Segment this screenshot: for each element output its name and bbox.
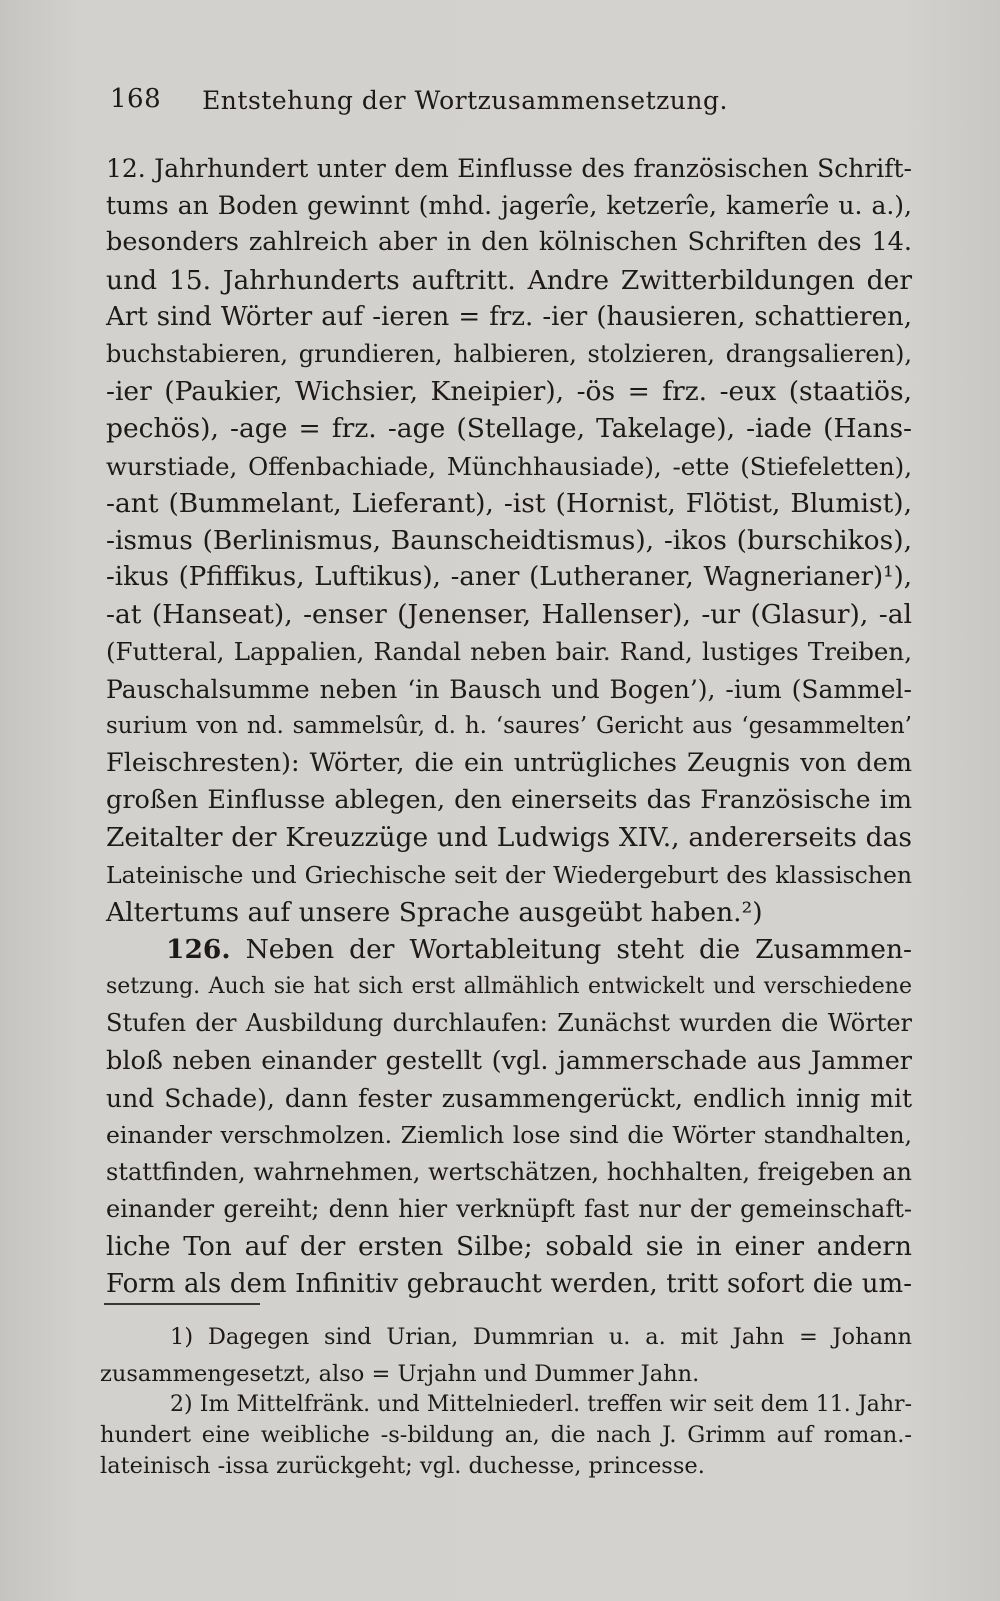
- paragraph-126-first-line: [106, 931, 912, 968]
- text-line: buchstabieren, grundieren, halbieren, stolzieren, drangsalieren),: [106, 339, 912, 368]
- text-line: bloß neben einander gestellt (vgl. jammerschade aus Jammer: [106, 1045, 912, 1076]
- text-line: liche Ton auf der ersten Silbe; sobald sie in einer andern: [106, 1231, 912, 1263]
- text-line: setzung. Auch sie hat sich erst allmählich entwickelt und verschiedene: [106, 974, 912, 1000]
- text-line: und 15. Jahrhunderts auftritt. Andre Zwitterbildungen der: [106, 264, 912, 296]
- text-line: -ikus (Pfiffikus, Luftikus), -aner (Lutheraner, Wagnerianer)¹),: [106, 562, 912, 593]
- page-header: [110, 84, 910, 124]
- text-line: -at (Hanseat), -enser (Jenenser, Hallenser), -ur (Glasur), -al: [106, 599, 912, 631]
- paragraph-number: 126.: [166, 933, 231, 965]
- footnotes: [100, 1322, 912, 1481]
- text-line: Pauschalsumme neben ‘in Bausch und Bogen’), -ium (Sammel-: [106, 674, 912, 704]
- text-line: Altertums auf unsere Sprache ausgeübt haben.²): [106, 896, 763, 928]
- text-line: einander gereiht; denn hier verknüpft fast nur der gemeinschaft-: [106, 1195, 912, 1224]
- text-line: pechös), -age = frz. -age (Stellage, Takelage), -iade (Hans-: [106, 413, 912, 445]
- text-line: 12. Jahrhundert unter dem Einflusse des französischen Schrift-: [106, 154, 912, 183]
- text-line: -ant (Bummelant, Lieferant), -ist (Hornist, Flötist, Blumist),: [106, 487, 912, 519]
- text-line: (Futteral, Lappalien, Randal neben bair. Rand, lustiges Treiben,: [106, 637, 912, 667]
- text-line: einander verschmolzen. Ziemlich lose sind die Wörter standhalten,: [106, 1120, 912, 1149]
- text-line: surium von nd. sammelsûr, d. h. ‘saures’ Gericht aus ‘gesammelten’: [106, 712, 912, 739]
- main-text: [106, 150, 912, 1303]
- footnote-1-line: zusammengesetzt, also = Urjahn und Dummer Jahn.: [100, 1361, 700, 1388]
- footnote-1-line: 1) Dagegen sind Urian, Dummrian u. a. mit Jahn = Johann: [170, 1324, 912, 1350]
- text-line: -ier (Paukier, Wichsier, Kneipier), -ös = frz. -eux (staatiös,: [106, 376, 912, 408]
- footnote-separator: [104, 1303, 260, 1305]
- text-segment: Neben der Wortableitung steht die Zusammen-: [245, 933, 912, 965]
- footnote-2-line: lateinisch -issa zurückgeht; vgl. duchesse, princesse.: [100, 1452, 705, 1479]
- text-line: Form als dem Infinitiv gebraucht werden, tritt sofort die um-: [106, 1268, 912, 1299]
- page-number: 168: [110, 84, 162, 114]
- text-line: Art sind Wörter auf -ieren = frz. -ier (hausieren, schattieren,: [106, 301, 912, 332]
- text-line: besonders zahlreich aber in den kölnischen Schriften des 14.: [106, 227, 912, 258]
- text-line: Stufen der Ausbildung durchlaufen: Zunächst wurden die Wörter: [106, 1009, 912, 1038]
- text-line: tums an Boden gewinnt (mhd. jagerîe, ketzerîe, kamerîe u. a.),: [106, 191, 912, 221]
- text-line: -ismus (Berlinismus, Baunscheidtismus), -ikos (burschikos),: [106, 524, 912, 556]
- footnote-2-line: hundert eine weibliche -s-bildung an, die nach J. Grimm auf roman.-: [100, 1422, 912, 1449]
- text-line: stattfinden, wahrnehmen, wertschätzen, hochhalten, freigeben an: [106, 1158, 912, 1187]
- footnote-2-line: 2) Im Mittelfränk. und Mittelniederl. treffen wir seit dem 11. Jahr-: [170, 1391, 912, 1417]
- text-line: großen Einflusse ablegen, den einerseits das Französische im: [106, 785, 912, 816]
- text-line: Lateinische und Griechische seit der Wiedergeburt des klassischen: [106, 860, 912, 889]
- text-line: wurstiade, Offenbachiade, Münchhausiade), -ette (Stiefeletten),: [106, 451, 912, 481]
- text-line: Zeitalter der Kreuzzüge und Ludwigs XIV., andererseits das: [106, 822, 912, 854]
- running-title: Entstehung der Wortzusammensetzung.: [202, 86, 728, 115]
- text-line: Fleischresten): Wörter, die ein untrügliches Zeugnis von dem: [106, 748, 912, 778]
- text-line: und Schade), dann fester zusammengerückt, endlich innig mit: [106, 1083, 912, 1113]
